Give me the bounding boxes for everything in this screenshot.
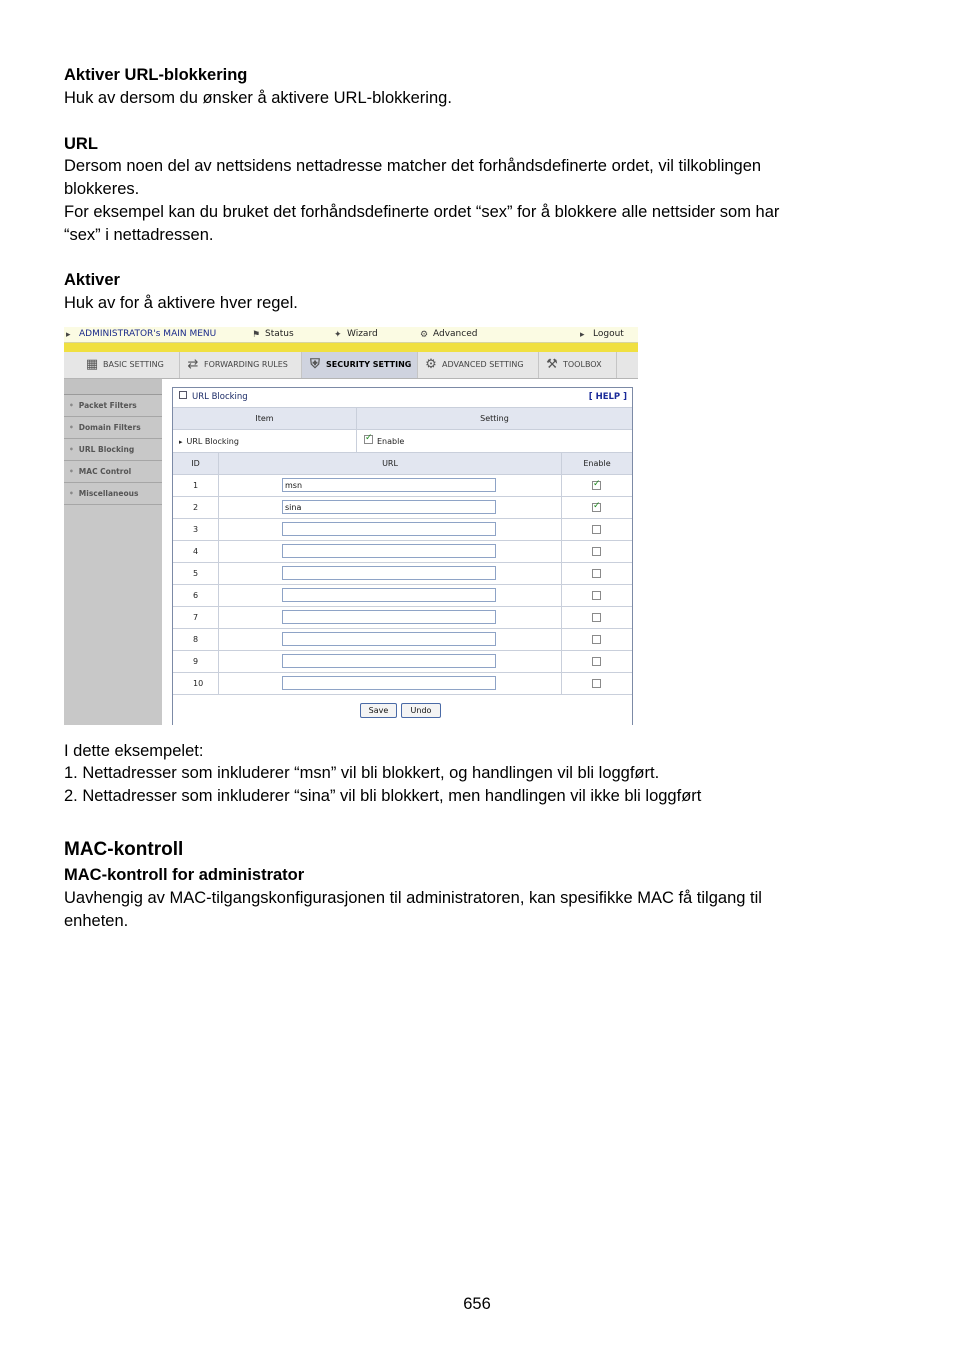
sidebar-item-domain-filters[interactable]: • Domain Filters [64, 417, 162, 439]
rule-enable-checkbox[interactable] [592, 547, 601, 556]
table-row [173, 541, 632, 563]
table-row [173, 629, 632, 651]
url-input[interactable] [282, 566, 496, 580]
url-input[interactable] [282, 610, 496, 624]
rule-id: 6 [193, 591, 199, 600]
url-input[interactable]: msn [282, 478, 496, 492]
rule-id: 3 [193, 525, 199, 534]
rule-enable-checkbox[interactable] [592, 525, 601, 534]
admin-main-menu-link[interactable]: ▸ ADMINISTRATOR's MAIN MENU [66, 329, 217, 340]
page-number: 656 [463, 1295, 491, 1313]
heading-mac-control-admin: MAC-kontroll for administrator [64, 866, 305, 884]
table-row [173, 519, 632, 541]
top-menu-bar [64, 327, 638, 343]
undo-button[interactable]: Undo [401, 703, 441, 718]
url-text-line-3: For eksempel kan du bruket det forhåndsdefinerte ordet “sex” for å blokkere alle nettsider som har [64, 203, 780, 221]
forwarding-rules-icon: ⇄ [187, 357, 199, 372]
tab-forwarding-rules[interactable]: ⇄ FORWARDING RULES [180, 352, 302, 378]
status-link[interactable]: ⚑ Status [252, 329, 294, 340]
rule-id: 10 [193, 679, 204, 688]
tab-basic-setting[interactable]: ▦ BASIC SETTING [79, 352, 180, 378]
activate-text: Huk av for å aktivere hver regel. [64, 294, 298, 312]
bullet-icon: • [69, 489, 74, 498]
column-header-item: Item [255, 414, 274, 423]
heading-mac-control: MAC-kontroll [64, 839, 184, 860]
toolbox-icon: ⚒ [546, 357, 558, 372]
example-item-2: 2. Nettadresser som inkluderer “sina” vil bli blokkert, men handlingen vil ikke bli loggført [64, 787, 702, 805]
rule-enable-checkbox[interactable] [592, 613, 601, 622]
bullet-icon: • [69, 467, 74, 476]
table-row [173, 607, 632, 629]
sidebar-item-packet-filters[interactable]: • Packet Filters [64, 395, 162, 417]
rule-id: 8 [193, 635, 199, 644]
rule-enable-checkbox[interactable] [592, 635, 601, 644]
rule-id: 7 [193, 613, 199, 622]
sidebar-item-miscellaneous[interactable]: • Miscellaneous [64, 483, 162, 505]
column-header-enable: Enable [561, 453, 632, 474]
rule-id: 2 [193, 503, 199, 512]
url-text-line-1: Dersom noen del av nettsidens nettadresse matcher det forhåndsdefinerte ordet, vil tilkoblingen [64, 157, 762, 175]
mac-text-line-2: enheten. [64, 912, 129, 930]
table-row [173, 563, 632, 585]
rule-enable-checkbox[interactable] [592, 569, 601, 578]
url-input[interactable] [282, 544, 496, 558]
column-header-url: URL [218, 453, 561, 474]
bullet-icon: • [69, 423, 74, 432]
url-input[interactable] [282, 588, 496, 602]
main-tabs [64, 352, 638, 379]
bullet-icon: • [69, 445, 74, 454]
advanced-setting-icon: ⚙ [425, 357, 437, 372]
url-text-line-2: blokkeres. [64, 180, 140, 198]
save-button[interactable]: Save [360, 703, 397, 718]
heading-activate: Aktiver [64, 271, 120, 289]
url-blocking-label: URL Blocking [186, 437, 239, 446]
tab-advanced-setting[interactable]: ⚙ ADVANCED SETTING [418, 352, 539, 378]
column-header-setting: Setting [356, 408, 632, 429]
router-screenshot [64, 327, 638, 725]
rule-enable-checkbox[interactable] [592, 679, 601, 688]
table-row [173, 585, 632, 607]
wizard-icon: ✦ [334, 330, 342, 340]
url-input[interactable] [282, 522, 496, 536]
advanced-icon: ⚙ [420, 330, 429, 340]
status-icon: ⚑ [252, 330, 261, 340]
rule-id: 9 [193, 657, 199, 666]
help-link[interactable]: [ HELP ] [588, 392, 627, 402]
rule-id: 4 [193, 547, 199, 556]
advanced-link[interactable]: ⚙ Advanced [420, 329, 478, 340]
example-intro: I dette eksempelet: [64, 742, 204, 760]
sidebar-item-url-blocking[interactable]: • URL Blocking [64, 439, 162, 461]
sidebar-item-mac-control[interactable]: • MAC Control [64, 461, 162, 483]
column-header-id: ID [191, 459, 200, 468]
bullet-icon: • [69, 401, 74, 410]
url-input[interactable] [282, 654, 496, 668]
enable-label: Enable [377, 437, 405, 446]
rule-enable-checkbox[interactable] [592, 503, 601, 512]
tab-security-setting[interactable]: ⛨ SECURITY SETTING [302, 352, 418, 378]
rule-enable-checkbox[interactable] [592, 591, 601, 600]
table-row [173, 497, 632, 519]
sidebar [64, 379, 162, 725]
table-row [173, 673, 632, 695]
url-input[interactable]: sina [282, 500, 496, 514]
url-blocking-enable-checkbox[interactable] [364, 435, 373, 444]
rule-id: 5 [193, 569, 199, 578]
logout-link[interactable]: ▸ Logout [580, 329, 624, 340]
heading-activate-url-blocking: Aktiver URL-blokkering [64, 66, 248, 84]
basic-setting-icon: ▦ [85, 357, 99, 372]
example-item-1: 1. Nettadresser som inkluderer “msn” vil bli blokkert, og handlingen vil bli loggført. [64, 764, 660, 782]
arrow-right-icon: ▸ [580, 330, 585, 340]
table-row [173, 651, 632, 673]
url-blocking-panel [172, 387, 633, 725]
panel-title: URL Blocking [192, 392, 248, 402]
yellow-band [64, 343, 638, 352]
mac-text-line-1: Uavhengig av MAC-tilgangskonfigurasjonen til administratoren, kan spesifikke MAC få tilgang til [64, 889, 762, 907]
url-input[interactable] [282, 632, 496, 646]
table-header [173, 408, 632, 430]
tab-toolbox[interactable]: ⚒ TOOLBOX [539, 352, 617, 378]
heading-url: URL [64, 135, 98, 153]
rule-enable-checkbox[interactable] [592, 481, 601, 490]
rules-list [173, 475, 632, 695]
activate-url-blocking-text: Huk av dersom du ønsker å aktivere URL-blokkering. [64, 89, 452, 107]
rule-id: 1 [193, 481, 199, 490]
url-blocking-row [173, 430, 632, 453]
arrow-right-icon: ▸ [66, 330, 71, 340]
collapse-icon [179, 391, 187, 399]
table-row [173, 475, 632, 497]
url-input[interactable] [282, 676, 496, 690]
url-text-line-4: “sex” i nettadressen. [64, 226, 214, 244]
rules-header [173, 453, 632, 475]
panel-title-bar [173, 388, 632, 408]
arrow-right-icon: ▸ [179, 438, 183, 446]
security-setting-icon: ⛨ [310, 357, 320, 372]
wizard-link[interactable]: ✦ Wizard [334, 329, 378, 340]
rule-enable-checkbox[interactable] [592, 657, 601, 666]
